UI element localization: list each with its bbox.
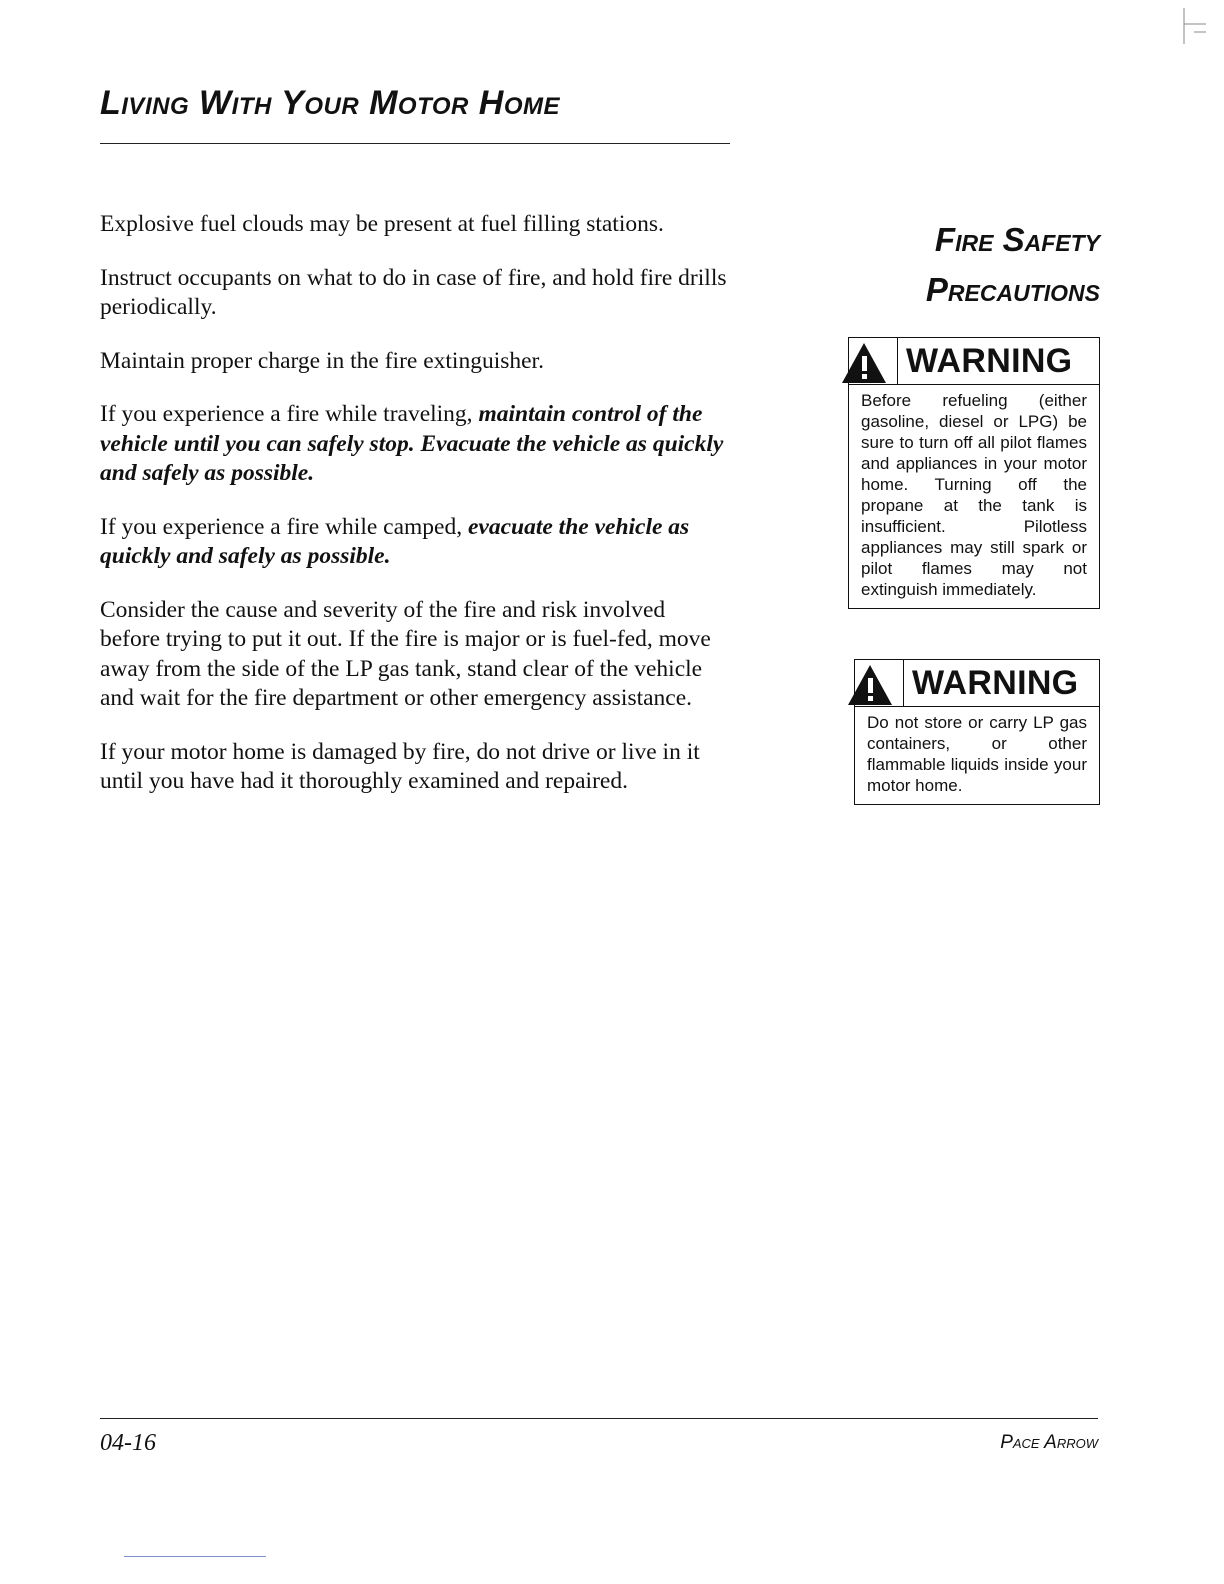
paragraph-lead: If you experience a fire while camped, xyxy=(100,513,468,540)
warning-triangle-icon xyxy=(841,342,887,384)
warning-text: Do not store or carry LP gas containers, or other flammable liquids inside your motor home. xyxy=(855,706,1099,804)
paragraph-fire-traveling xyxy=(100,400,730,489)
page-number: 04-16 xyxy=(100,1430,156,1456)
binding-mark-icon xyxy=(1180,6,1210,46)
warning-label: WARNING xyxy=(897,338,1099,384)
header-rule xyxy=(100,143,730,144)
warning-box-refueling xyxy=(848,337,1100,609)
paragraph-fire-severity: Consider the cause and severity of the fire and risk involved before trying to put it out. If the fire is major or is fuel-fed, move away from the side of the LP gas tank, stand clear of the vehicle and wait for the fire department or other emergency assistance. xyxy=(100,596,711,711)
body-column xyxy=(100,210,730,821)
section-heading xyxy=(860,215,1100,315)
section-heading-line1: Fire Safety xyxy=(934,221,1100,258)
chapter-title: Living With Your Motor Home xyxy=(100,84,560,122)
paragraph-lead: If you experience a fire while traveling, xyxy=(100,401,479,427)
paragraph-extinguisher: Maintain proper charge in the fire extinguisher. xyxy=(100,347,544,374)
warning-label: WARNING xyxy=(903,660,1099,706)
paragraph-emphasis: evacuate the vehicle as quickly and safely as possible. xyxy=(100,513,690,569)
paragraph-fire-drills: Instruct occupants on what to do in case of fire, and hold fire drills periodically. xyxy=(100,264,727,320)
warning-triangle-icon xyxy=(847,664,893,706)
scan-edge-mark xyxy=(124,1556,266,1557)
paragraph-fire-camped xyxy=(100,513,730,572)
manual-name: Pace Arrow xyxy=(1000,1432,1098,1453)
warning-header xyxy=(855,660,1099,706)
warning-header xyxy=(849,338,1099,384)
paragraph-fire-damage: If your motor home is damaged by fire, do not drive or live in it until you have had it thoroughly examined and repaired. xyxy=(100,738,700,794)
section-heading-line2: Precautions xyxy=(925,271,1100,308)
paragraph-fuel-clouds: Explosive fuel clouds may be present at fuel filling stations. xyxy=(100,211,664,237)
footer-rule xyxy=(100,1418,1098,1419)
paragraph-emphasis: maintain control of the vehicle until you can safely stop. Evacuate the vehicle as quickly and safely as possible. xyxy=(100,401,724,486)
warning-box-lp-storage xyxy=(854,659,1100,805)
warning-text: Before refueling (either gasoline, diesel or LPG) be sure to turn off all pilot flames and appliances in your motor home. Turning off the propane at the tank is insufficient. Pilotless appliances may still spark or pilot flames may not extinguish immediately. xyxy=(849,384,1099,608)
